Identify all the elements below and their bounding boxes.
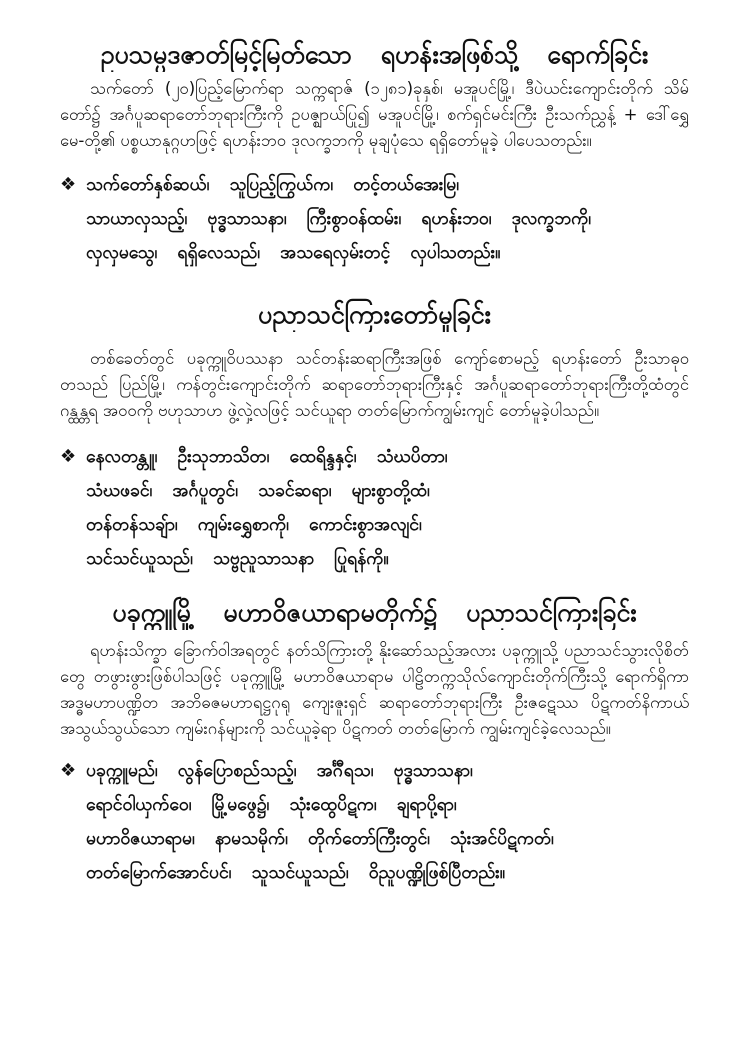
verse-phrase: ဒုလက္ခဘကို၊ xyxy=(511,209,591,229)
verse-phrase: မဟာဝိဇယာရာမ၊ xyxy=(86,829,195,849)
verse-phrase: ပြုရန်ကို။ xyxy=(334,549,389,569)
verse-phrase: ကျမ်းရွှေစာကို၊ xyxy=(197,515,289,535)
verse-phrase: သံဃပိတာ၊ xyxy=(376,447,448,467)
verse-phrase: ဦးသုဘာသိတ၊ xyxy=(177,447,270,467)
section-3-verse xyxy=(60,754,689,890)
verse-phrase: လွန်ပြောစည်သည့်၊ xyxy=(177,761,297,781)
verse-phrase: ကြီးစွာဝန်ထမ်း၊ xyxy=(306,209,402,229)
verse-phrase: တင့်တယ်အေးမြ၊ xyxy=(353,175,460,195)
verse-line xyxy=(86,822,689,856)
verse-phrase: သာယာလှသည့်၊ xyxy=(86,209,188,229)
section-2-paragraph: တစ်ခေတ်တွင် ပခုက္ကူဝိပဿနာ သင်တန်းဆရာကြီးအဖြစ် ကျော်စောမည့် ရဟန်းတော် ဦးသာဓုဝတသည် ပြည်မြို့၊ ကန်တွင်းကျောင်းတိုက် ဆရာတော်ဘုရားကြီးနှင့် အင်္ဂပူဆရာတော်ဘုရားကြီးတို့ထံတွင် ဂန္ထန္တရ အဝဝကို ဗဟုသာဟ ဖွဲ့လှဲ့လဖြင့် သင်ယူရာ တတ်မြောက်ကျွမ်းကျင် တော်မူခဲ့ပါသည်။ xyxy=(60,349,689,420)
verse-phrase: အသရေလှမ်းတင့် xyxy=(280,243,391,263)
verse-phrase: နေလတန္တူ၊ xyxy=(86,447,158,467)
verse-line xyxy=(86,788,689,822)
title-part: မဟာဝိဇယာရာမတိုက်၌ xyxy=(223,598,438,627)
verse-phrase: တိုက်တော်ကြီးတွင်၊ xyxy=(308,829,430,849)
title-part: ဥပသမ္ပဒဇာတ်မြင့်မြတ်သော xyxy=(100,40,352,69)
verse-phrase: သဗ္ဗညူသာသနာ xyxy=(212,549,315,569)
section-1-title xyxy=(60,38,689,72)
verse-phrase: လှပါသတည်း။ xyxy=(410,243,501,263)
section-2-title xyxy=(60,298,689,332)
section-1-paragraph: သက်တော် (၂၀)ပြည့်မြောက်ရာ သက္ကရာဇ် (၁၂၈၁)ခုနှစ်၊ မအူပင်မြို့၊ ဒီပဲယင်းကျောင်းတိုက် သိမ်တော်၌ အင်္ဂပူဆရာတော်ဘုရားကြီးကို ဥပဇ္ဈာယ်ပြု၍ မအူပင်မြို့၊ စက်ရှင်မင်းကြီး ဦးသက်ညွှန့် + ဒေါ်ရွှေမေ-တို့၏ ပစ္စယာနုဂ္ဂဟဖြင့် ရဟန်းဘဝ ဒုလက္ခဘကို မုချပုံသေ ရရှိတော်မူခဲ့ ပါပေသတည်း။ xyxy=(60,79,689,150)
verse-line xyxy=(86,236,689,270)
verse-phrase: ဗုဒ္ဓသာသနာ၊ xyxy=(393,761,473,781)
section-2-verse xyxy=(60,440,689,576)
verse-line xyxy=(86,754,689,788)
section-1-verse xyxy=(60,168,689,270)
verse-phrase: သံဃဖခင်၊ xyxy=(86,481,153,501)
verse-line xyxy=(86,508,689,542)
verse-phrase: သုံးထွေပိဋက၊ xyxy=(289,795,377,815)
verse-phrase: ဝိညူပဏ္ဍိုဖြစ်ပြီတည်း။ xyxy=(368,863,506,883)
verse-line xyxy=(86,542,689,576)
title-part: ရောက်ခြင်း xyxy=(547,40,649,69)
verse-phrase: ပခုက္ကူမည်၊ xyxy=(86,761,158,781)
verse-phrase: အင်္ဂပူတွင်၊ xyxy=(172,481,238,501)
section-3-paragraph: ရဟန်းသိက္ခာ ခြောက်ဝါအရတွင် နတ်သိကြားတို့ နိုးဆော်သည့်အလား ပခုက္ကူသို့ ပညာသင်သွားလိုစိတ်တွေ တဖွားဖွားဖြစ်ပါသဖြင့် ပခုက္ကူမြို့ မဟာဝိဇယာရာမ ပါဠိတက္ကသိုလ်ကျောင်းတိုက်ကြီးသို့ ရောက်ရှိကာ အဒ္ဓမဟာပဏ္ဍိတ အဘိဓဇမဟာရဋ္ဌဂုရု ကျေးဇူးရှင် ဆရာတော်ဘုရားကြီး ဦးဇဋေဿ ပိဋကတ်နိကာယ် အသွယ်သွယ်သော ကျမ်းဂန်များကို သင်ယူခဲ့ရာ ပိဋကတ် တတ်မြောက် ကျွမ်းကျင်ခဲ့လေသည်။ xyxy=(60,641,689,738)
verse-phrase: သုံးအင်ပိဋကတ်၊ xyxy=(450,829,554,849)
verse-phrase: အင်္ဂီရသ၊ xyxy=(316,761,374,781)
verse-phrase: သခင်ဆရာ၊ xyxy=(258,481,332,501)
verse-phrase: ကောင်းစွာအလျင်၊ xyxy=(309,515,422,535)
verse-phrase: ချရာပို့ရာ၊ xyxy=(396,795,457,815)
verse-phrase: လှလှမသွေ၊ xyxy=(86,243,158,263)
verse-phrase: ဗုဒ္ဓသာသနာ၊ xyxy=(207,209,287,229)
diamond-bullet-icon: ❖ xyxy=(60,174,77,195)
verse-line xyxy=(86,856,689,890)
title-part: ပခုက္ကူမြို့ xyxy=(112,598,195,627)
verse-line xyxy=(86,474,689,508)
verse-phrase: မြို့မဖွေ၌၊ xyxy=(211,795,270,815)
verse-phrase: ထေရိန္ဒနှင့်၊ xyxy=(289,447,357,467)
verse-phrase: တတ်မြောက်အောင်ပင်၊ xyxy=(86,863,232,883)
title-part: ရဟန်းအဖြစ်သို့ xyxy=(380,40,519,69)
diamond-bullet-icon: ❖ xyxy=(60,446,77,467)
verse-phrase: သင်သင်ယူသည်၊ xyxy=(86,549,193,569)
verse-phrase: ရဟန်းဘဝ၊ xyxy=(421,209,492,229)
section-3-title xyxy=(60,596,689,630)
verse-phrase: ရရှိလေသည်၊ xyxy=(177,243,261,263)
verse-line xyxy=(86,168,689,202)
verse-line xyxy=(86,440,689,474)
verse-phrase: သူပြည့်ကြွယ်က၊ xyxy=(229,175,334,195)
verse-phrase: တန်တန်သချ်ာ၊ xyxy=(86,515,178,535)
title-part: ပညာသင်ကြားခြင်း xyxy=(466,598,637,627)
verse-phrase: များစွာတို့ထံ၊ xyxy=(351,481,430,501)
verse-phrase: နာမသမိုက်၊ xyxy=(214,829,288,849)
verse-phrase: ရောင်ဝါယှက်ဝေ၊ xyxy=(86,795,192,815)
verse-phrase: သူသင်ယူသည်၊ xyxy=(251,863,349,883)
document-page xyxy=(0,38,733,1062)
diamond-bullet-icon: ❖ xyxy=(60,760,77,781)
verse-phrase: သက်တော်နှစ်ဆယ်၊ xyxy=(86,175,210,195)
title-part: ပညာသင်ကြားတော်မူခြင်း xyxy=(258,300,491,329)
verse-line xyxy=(86,202,689,236)
